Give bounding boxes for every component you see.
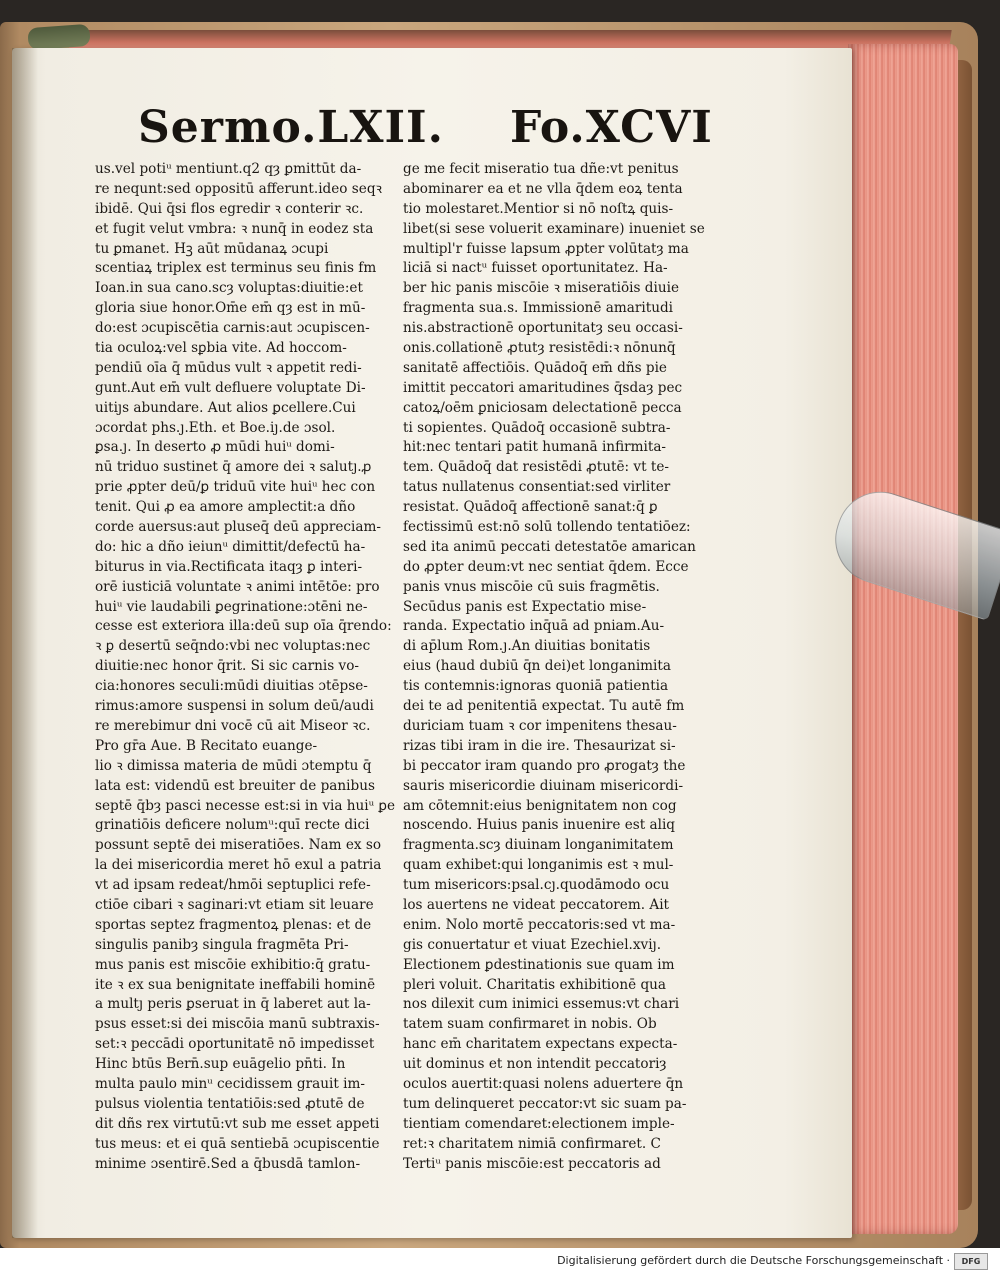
text-line: grinatiōis deficere nolumᵘ:quī recte dici <box>95 817 370 834</box>
text-line: re merebimur dni vocē cū ait Miseor ꝛc. <box>95 717 371 734</box>
text-line: mus panis est miscōie exhibitio:q̄ gratu- <box>95 956 371 973</box>
text-line: rizas tibi iram in die ire. Thesaurizat si- <box>403 737 676 754</box>
text-line: los auertens ne videat peccatorem. Ait <box>403 896 670 913</box>
text-line: tenit. Qui ꝓ ea amore amplectit:a dño <box>95 499 356 516</box>
text-line: noscendo. Huius panis inuenire est aliq <box>403 817 676 834</box>
text-line: duriciam tuam ꝛ cor impenitens thesau- <box>403 717 677 734</box>
text-line: vt ad ipsam redeat/hmōi septuplici refe- <box>95 877 371 894</box>
funding-credit: Digitalisierung gefördert durch die Deutsche Forschungsgemeinschaft · <box>557 1254 950 1267</box>
text-line: ber hic panis miscōie ꝛ miseratiōis diuie <box>403 280 679 297</box>
text-line: psus esset:si dei miscōia manū subtraxis- <box>95 1016 380 1033</box>
footer-bar <box>0 1248 1000 1275</box>
text-line: singulis panibȝ singula fragmēta Pri- <box>95 936 349 953</box>
text-line: do ꝓpter deum:vt nec sentiat q̄dem. Ecce <box>403 558 689 575</box>
ribbon-bookmark <box>27 24 90 50</box>
text-line: catoꝝ/oēm ꝑniciosam delectationē pecca <box>403 399 682 416</box>
text-line: onis.collationē ꝓtutȝ resistēdi:ꝛ nōnunq̄ <box>403 340 676 357</box>
text-line: Hinc btūs Bern̄.sup euāgelio pn̄ti. In <box>95 1056 346 1073</box>
text-line: pulsus violentia tentatiōis:sed ꝓtutē de <box>95 1095 365 1112</box>
text-line: tu ꝑmanet. Hꝫ aūt mūdanaꝝ ɔcupi <box>95 240 329 257</box>
text-line: abominarer ea et ne vlla q̄dem eoꝝ tenta <box>403 180 683 197</box>
text-line: prie ꝓpter deū/ꝑ triduū vite huiᵘ hec con <box>95 479 376 496</box>
text-line: sed ita animū peccati detestatōe amarican <box>403 538 696 555</box>
text-line: ti sopientes. Quādoq̄ occasionē subtra- <box>403 419 671 436</box>
text-line: tientiam comendaret:electionem imple- <box>403 1115 675 1132</box>
text-line: tia oculoꝝ:vel sꝑbia vite. Ad hoccom- <box>95 340 347 357</box>
text-line: re nequnt:sed oppositū afferunt.ideo seqꝛ <box>95 180 382 197</box>
text-line: ge me fecit miseratio tua dñe:vt penitus <box>403 161 679 177</box>
text-line: diuitie:nec honor q̄rit. Si sic carnis vo- <box>95 658 359 675</box>
text-line: tis contemnis:ignoras quoniā patientia <box>403 678 669 695</box>
text-line: tatem suam confirmaret in nobis. Ob <box>403 1016 657 1033</box>
text-line: Tertiᵘ panis miscōie:est peccatoris ad <box>403 1155 661 1172</box>
text-line: imittit peccatori amaritudines q̄sdaȝ pec <box>403 379 683 396</box>
text-line: sportas septez fragmentoꝝ plenas: et de <box>95 916 372 933</box>
text-line: Pro gr̄a Aue. B Recitato euange- <box>95 737 318 754</box>
text-line: tem. Quādoq̄ dat resistēdi ꝓtutē: vt te- <box>403 459 669 476</box>
text-line: fectissimū est:nō solū tollendo tentatiōez: <box>403 519 691 536</box>
text-line: tus meus: et ei quā sentiebā ɔcupiscentie <box>95 1135 380 1152</box>
text-line: orē iusticiā voluntate ꝛ animi intētōe: pro <box>95 578 380 595</box>
text-line: tatus nullatenus consentiat:sed virliter <box>403 479 671 496</box>
text-line: cia:honores seculi:mūdi diuitias ɔtēpse- <box>95 678 368 695</box>
text-line: cesse est exteriora illa:deū sup oīa q̄rendo: <box>95 618 392 635</box>
text-line: oculos auertit:quasi nolens aduertere q̄n <box>403 1075 684 1092</box>
text-line: possunt septē dei miseratiōes. Nam ex so <box>95 837 382 854</box>
text-line: randa. Expectatio inq̄uā ad pniam.Au- <box>403 618 665 635</box>
text-line: gunt.Aut em̄ vult defluere voluptate Di- <box>95 379 366 396</box>
text-line: resistat. Quādoq̄ affectionē sanat:q̄ ꝑ <box>403 499 658 516</box>
text-line: ite ꝛ ex sua benignitate ineffabili hominē <box>95 976 376 993</box>
text-line: scentiaꝝ triplex est terminus seu finis fm <box>95 260 377 277</box>
text-line: tum delinqueret peccator:vt sic suam pa- <box>403 1095 687 1112</box>
text-line: sanitatē affectiōis. Quādoq̄ em̄ dñs pie <box>403 359 667 376</box>
text-line: uit dominus et non intendit peccatoriȝ <box>403 1056 667 1073</box>
text-line: multa paulo minᵘ cecidissem grauit im- <box>95 1075 365 1092</box>
text-line: la dei misericordia meret hō exul a patria <box>95 857 382 874</box>
text-line: et fugit velut vmbra: ꝛ nunq̄ in eodez sta <box>95 220 374 237</box>
text-line: hit:nec tentari patit humanā infirmita- <box>403 439 667 456</box>
text-line: ctiōe cibari ꝛ saginari:vt etiam sit leuare <box>95 896 374 913</box>
text-line: do:est ɔcupiscētia carnis:aut ɔcupiscen- <box>95 320 370 337</box>
text-line: ꝛ ꝑ desertū seq̄ndo:vbi nec voluptas:nec <box>95 638 371 655</box>
text-line: panis vnus miscōie cū suis fragmētis. <box>403 578 660 595</box>
text-line: hanc em̄ charitatem expectans expecta- <box>403 1036 678 1053</box>
text-line: dei te ad penitentiā expectat. Tu autē fm <box>403 698 685 715</box>
binding-shadow <box>12 48 38 1238</box>
text-line: sauris misericordie diuinam misericordi- <box>403 777 684 794</box>
text-line: a multȷ peris ꝑseruat in q̄ laberet aut la- <box>95 996 371 1013</box>
text-line: di ap̄lum Rom.ȷ.An diuitias bonitatis <box>403 638 651 655</box>
text-line: fragmenta.scȝ diuinam longanimitatem <box>403 837 674 854</box>
text-line: pendiū oīa q̄ mūdus vult ꝛ appetit redi- <box>95 359 362 376</box>
text-line: am cōtemnit:eius benignitatem non cog <box>403 797 677 814</box>
text-line: us.vel potiᵘ mentiunt.q2 qȝ ꝑmittūt da- <box>95 161 362 177</box>
left-text-column <box>95 160 395 1174</box>
text-line: ɔcordat phs.ȷ.Eth. et Boe.iȷ.de ɔsol. <box>95 419 336 436</box>
text-line: tio molestaret.Mentior si nō noſtꝝ quis- <box>403 200 674 217</box>
running-head-left: Sermo.LXII. <box>138 102 444 153</box>
text-line: bi peccator iram quando pro ꝓrogatȝ the <box>403 757 686 774</box>
text-line: nis.abstractionē oportunitatȝ seu occasi- <box>403 320 683 337</box>
text-line: ret:ꝛ charitatem nimiā confirmaret. C <box>403 1135 661 1152</box>
text-line: liciā si nactᵘ fuisset oportunitatez. Ha- <box>403 260 668 277</box>
right-text-column <box>403 160 705 1174</box>
text-line: Electionem ꝑdestinationis sue quam im <box>403 956 675 973</box>
text-line: uitiȷs abundare. Aut alios ꝑcellere.Cui <box>95 399 356 416</box>
text-line: gis conuertatur et viuat Ezechiel.xviȷ. <box>403 936 662 953</box>
text-line: huiᵘ vie laudabili ꝑegrinatione:ɔtēni ne- <box>95 598 368 615</box>
text-line: pleri voluit. Charitatis exhibitionē qua <box>403 976 667 993</box>
text-line: fragmenta sua.s. Immissionē amaritudi <box>403 300 674 317</box>
text-line: ꝑsa.ȷ. In deserto ꝓ mūdi huiᵘ domi- <box>95 439 335 456</box>
text-line: lio ꝛ dimissa materia de mūdi ɔtemptu q̄ <box>95 757 372 774</box>
text-line: biturus in via.Rectificata itaqȝ ꝑ interi- <box>95 558 363 575</box>
text-line: gloria siue honor.Om̄e em̄ qȝ est in mū- <box>95 300 366 317</box>
dfg-logo: DFG <box>954 1253 988 1270</box>
page-block-fore-edge <box>848 44 958 1234</box>
text-line: septē q̄bȝ pasci necesse est:si in via huiᵘ ꝑe <box>95 797 396 814</box>
text-line: enim. Nolo mortē peccatoris:sed vt ma- <box>403 916 676 933</box>
text-line: corde auersus:aut pluseq̄ deū appreciam- <box>95 519 381 536</box>
text-line: multipl'r fuisse lapsum ꝓpter volūtatȝ ma <box>403 240 689 257</box>
text-line: lata est: videndū est breuiter de panibus <box>95 777 375 794</box>
text-line: set:ꝛ peccādi oportunitatē nō impedisset <box>95 1036 375 1053</box>
text-line: minime ɔsentirē.Sed a q̄busdā tamlon- <box>95 1155 361 1172</box>
text-line: ibidē. Qui q̄si flos egredir ꝛ conterir ꝛc. <box>95 200 364 217</box>
running-head-right: Fo.XCVI <box>510 102 713 153</box>
text-line: Secūdus panis est Expectatio mise- <box>403 598 647 615</box>
text-line: libet(si sese voluerit examinare) inueniet se <box>403 220 705 237</box>
text-line: nū triduo sustinet q̄ amore dei ꝛ salutȷ.ꝓ <box>95 459 372 476</box>
text-line: Ioan.in sua cano.scȝ voluptas:diuitie:et <box>95 280 363 297</box>
text-line: dit dñs rex virtutū:vt sub me esset appeti <box>95 1115 380 1132</box>
text-line: tum misericors:psal.cȷ.quodāmodo ocu <box>403 877 670 894</box>
text-line: quam exhibet:qui longanimis est ꝛ mul- <box>403 857 674 874</box>
text-line: do: hic a dño ieiunᵘ dimittit/defectū ha- <box>95 538 366 555</box>
text-line: nos dilexit cum inimici essemus:vt chari <box>403 996 680 1013</box>
text-line: eius (haud dubiū q̄n dei)et longanimita <box>403 658 671 675</box>
text-line: rimus:amore suspensi in solum deū/audi <box>95 698 374 715</box>
